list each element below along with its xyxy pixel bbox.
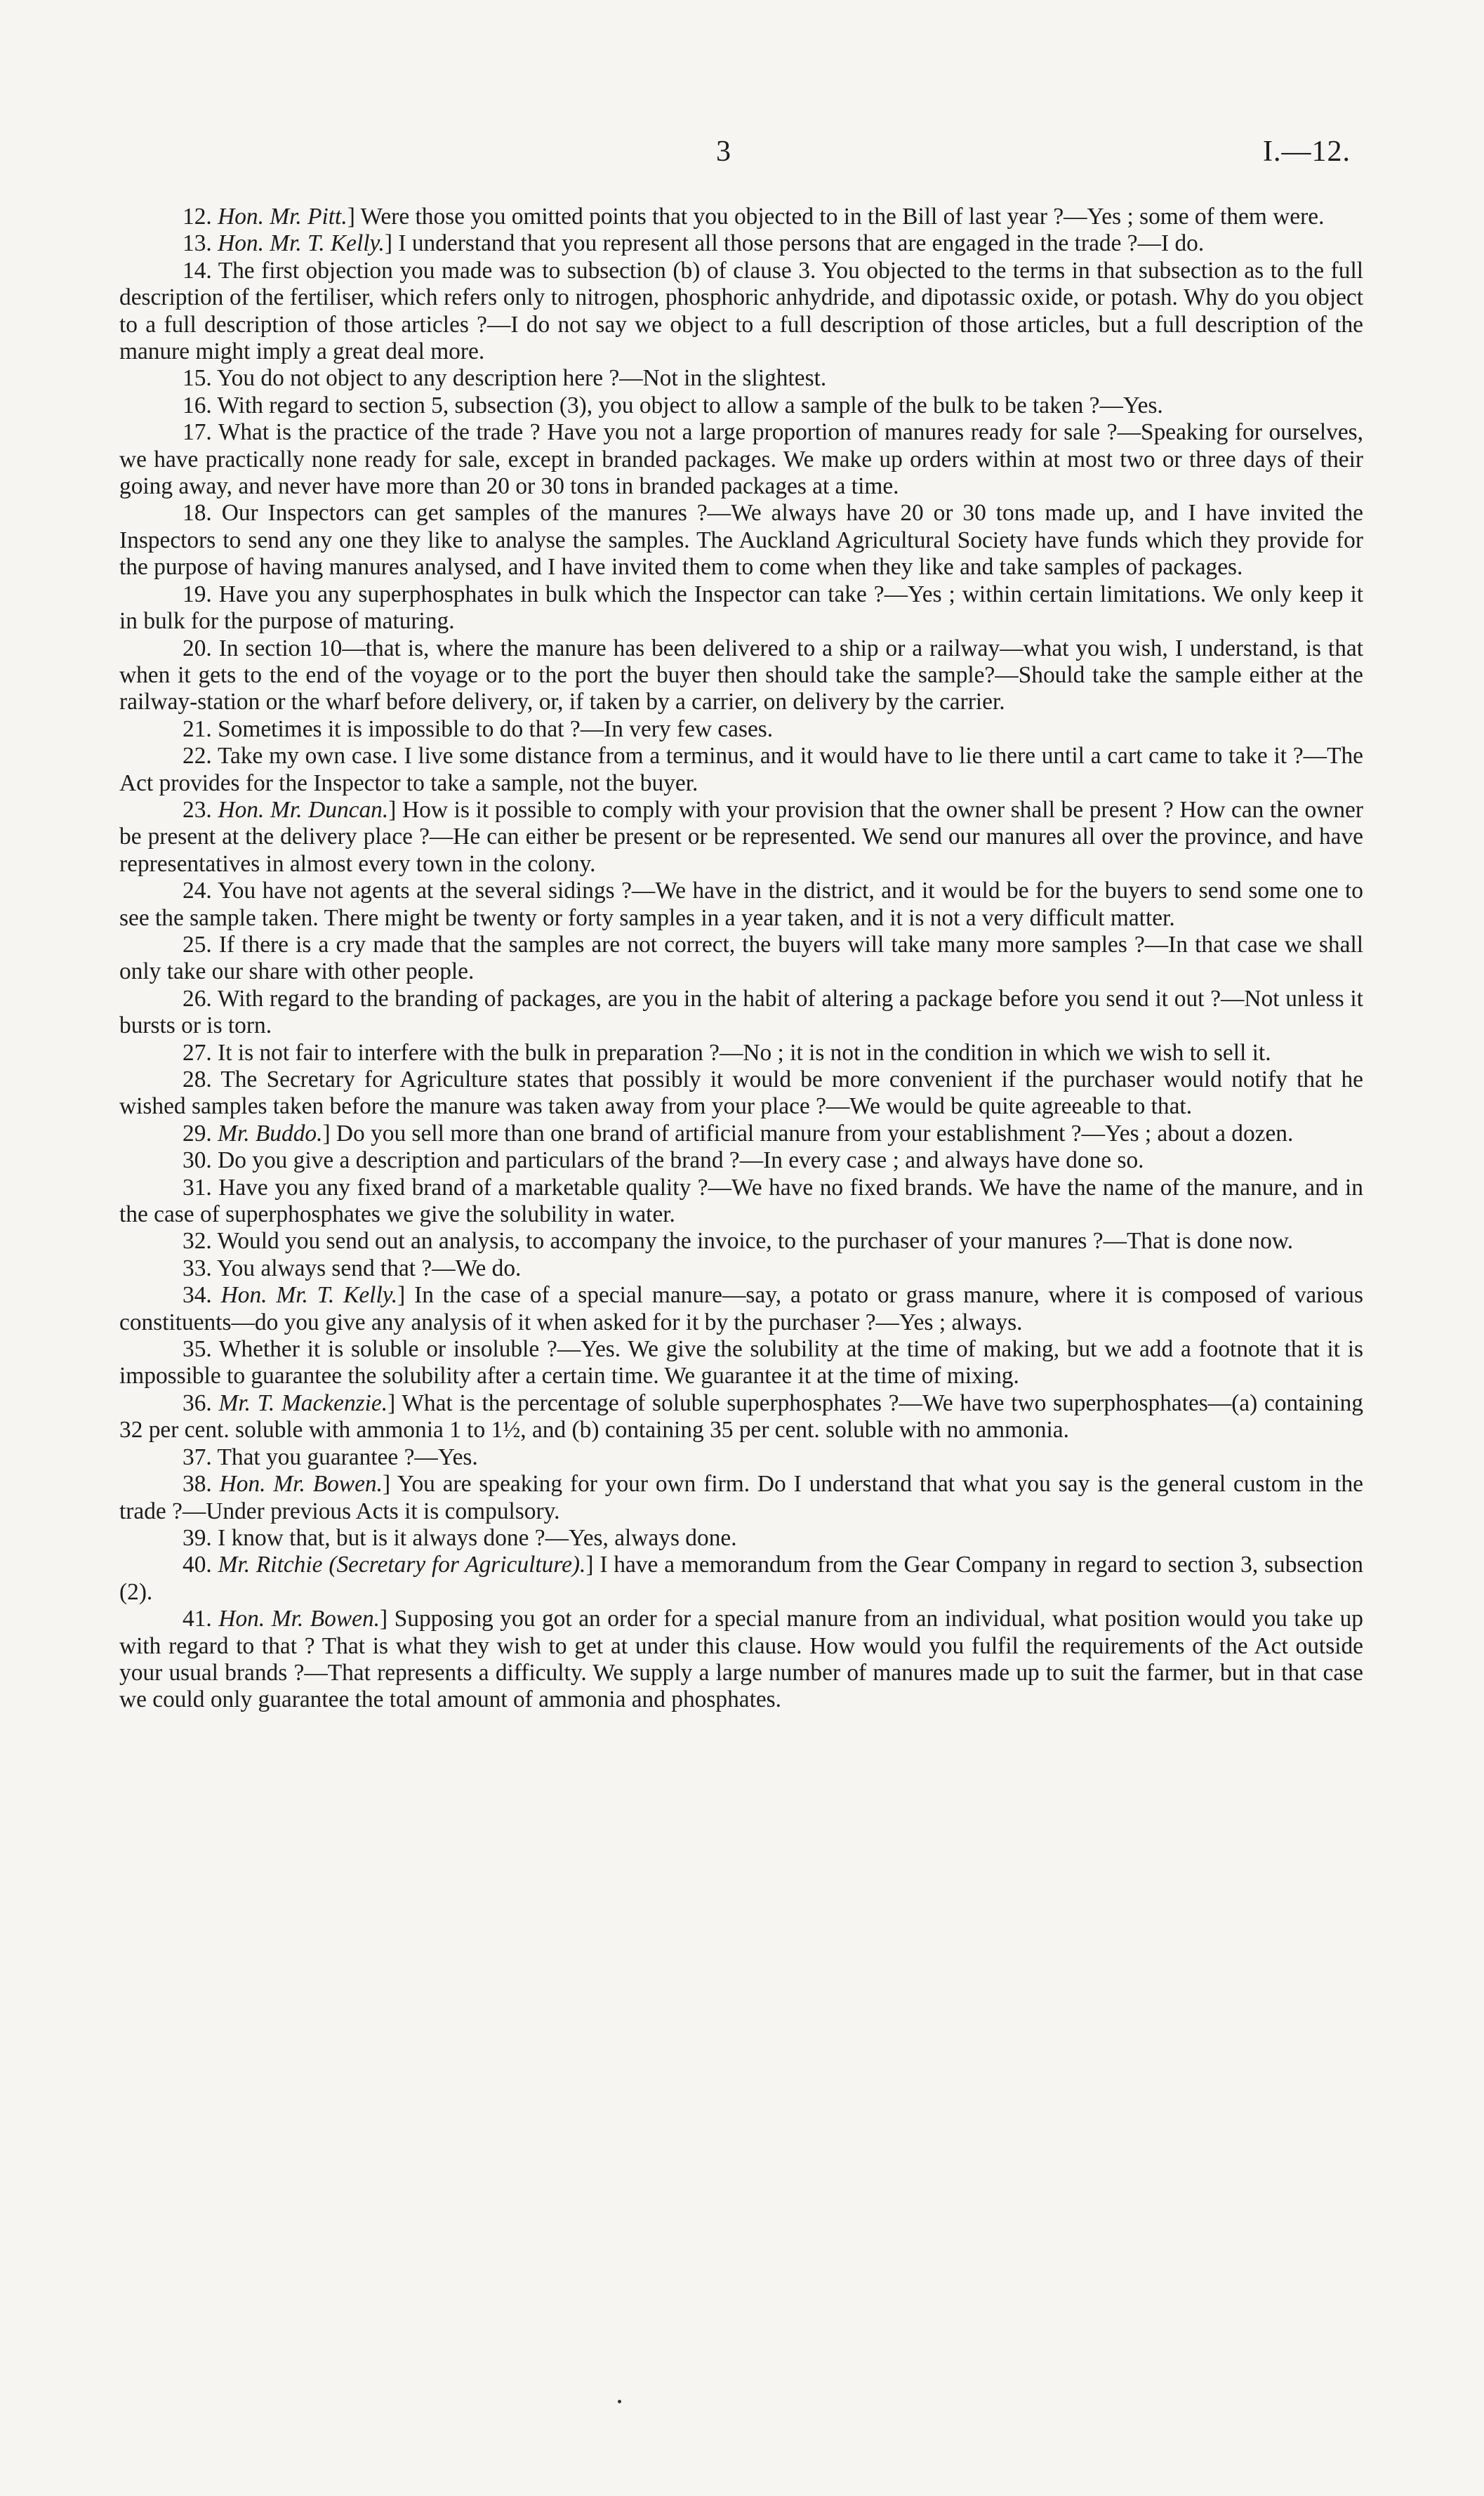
paragraph-31 bbox=[119, 1175, 1363, 1229]
paragraph-number: 35. bbox=[183, 1336, 212, 1363]
paragraph-12 bbox=[119, 204, 1363, 230]
paragraph-19 bbox=[119, 581, 1363, 635]
speaker-name: Hon. Mr. Bowen. bbox=[219, 1471, 383, 1498]
paragraph-41 bbox=[119, 1606, 1363, 1714]
paragraph-text: Do you sell more than one brand of artificial manure from your establishment ?—Yes ; about a dozen. bbox=[330, 1120, 1294, 1147]
paragraph-text: The first objection you made was to subsection (b) of clause 3. You objected to the terms in that subsection as to the full description of the fertiliser, which refers only to nitrogen, phosphoric anhydride, and dipotassic oxide, or potash. Why do you object to a full description of those articles ?—I do not say we object to a full description of those articles, but a full description of the manure might imply a great deal more. bbox=[119, 257, 1363, 365]
speaker-bracket: ] bbox=[382, 1471, 391, 1498]
paragraph-number: 33. bbox=[183, 1255, 212, 1281]
paragraph-text: Have you any superphosphates in bulk which the Inspector can take ?—Yes ; within certain limitations. We only keep it in bulk for the purpose of maturing. bbox=[119, 581, 1364, 635]
speaker-bracket: ] bbox=[388, 796, 397, 823]
paragraph-number: 17. bbox=[183, 419, 212, 446]
paragraph-20 bbox=[119, 635, 1363, 716]
paragraph-text: Would you send out an analysis, to accompany the invoice, to the purchaser of your manures ?—That is done now. bbox=[217, 1228, 1294, 1255]
paragraph-text: It is not fair to interfere with the bulk in preparation ?—No ; it is not in the condition in which we wish to sell it. bbox=[218, 1039, 1271, 1066]
paragraph-text: Whether it is soluble or insoluble ?—Yes. We give the solubility at the time of making, but we add a footnote that it is impossible to guarantee the solubility after a certain time. We guarantee it at the time of mixing. bbox=[119, 1336, 1363, 1389]
paragraph-24 bbox=[119, 878, 1363, 932]
speaker-name: Mr. T. Mackenzie. bbox=[218, 1389, 388, 1416]
paragraph-number: 36. bbox=[183, 1389, 212, 1416]
paragraph-text: If there is a cry made that the samples are not correct, the buyers will take many more samples ?—In that case we shall only take our share with other people. bbox=[119, 931, 1363, 985]
paragraph-number: 18. bbox=[183, 500, 212, 527]
paragraph-number: 37. bbox=[183, 1444, 212, 1470]
paragraph-text: Have you any fixed brand of a marketable quality ?—We have no fixed brands. We have the name of the manure, and in the case of superphosphates we give the solubility in water. bbox=[119, 1174, 1363, 1228]
speaker-name: Mr. Ritchie (Secretary for Agriculture). bbox=[218, 1552, 586, 1578]
speaker-bracket: ] bbox=[387, 1389, 396, 1416]
paragraph-32 bbox=[119, 1228, 1363, 1255]
paragraph-text: I know that, but is it always done ?—Yes, always done. bbox=[218, 1524, 737, 1551]
paragraph-number: 24. bbox=[183, 878, 212, 904]
paragraph-35 bbox=[119, 1336, 1363, 1390]
paragraph-22 bbox=[119, 743, 1363, 797]
paragraph-number: 15. bbox=[183, 365, 212, 392]
paragraph-37 bbox=[119, 1444, 1363, 1471]
paragraph-39 bbox=[119, 1525, 1363, 1552]
paragraph-text: What is the practice of the trade ? Have you not a large proportion of manures ready for sale ?—Speaking for ourselves, we have practically none ready for sale, except in branded packages. We make up orders within at most two or three days of their going away, and never have more than 20 or 30 tons in branded packages at a time. bbox=[119, 419, 1364, 500]
paragraph-text: The Secretary for Agriculture states that possibly it would be more convenient if the purchaser would notify that he wished samples taken before the manure was taken away from your place ?—We would be quite agreeable to that. bbox=[119, 1067, 1363, 1120]
paragraph-13 bbox=[119, 230, 1363, 257]
paragraph-number: 16. bbox=[183, 392, 212, 418]
paragraph-23 bbox=[119, 797, 1363, 878]
page-mark bbox=[618, 2400, 621, 2403]
paragraph-number: 26. bbox=[183, 985, 212, 1012]
speaker-name: Mr. Buddo. bbox=[218, 1120, 323, 1147]
paragraph-text: I have a memorandum from the Gear Company in regard to section 3, subsection (2). bbox=[119, 1552, 1363, 1605]
document-reference: I.—12. bbox=[1263, 136, 1351, 168]
paragraph-text: You do not object to any description here ?—Not in the slightest. bbox=[216, 365, 827, 392]
paragraph-text: Were those you omitted points that you objected to in the Bill of last year ?—Yes ; some of them were. bbox=[355, 204, 1325, 230]
paragraph-15 bbox=[119, 365, 1363, 392]
paragraph-36 bbox=[119, 1390, 1363, 1444]
paragraph-text: Supposing you got an order for a special manure from an individual, what position would you take up with regard to that ? That is what they wish to get at under this clause. How would you fulfil the requirements of the Act outside your usual brands ?—That represents a difficulty. We supply a large number of manures made up to suit the farmer, but in that case we could only guarantee the total amount of ammonia and phosphates. bbox=[119, 1606, 1363, 1713]
paragraph-text: With regard to section 5, subsection (3), you object to allow a sample of the bulk to be taken ?—Yes. bbox=[217, 392, 1163, 418]
paragraph-number: 28. bbox=[183, 1067, 212, 1092]
paragraph-number: 25. bbox=[183, 931, 212, 958]
paragraph-number: 30. bbox=[183, 1147, 212, 1174]
paragraph-17 bbox=[119, 419, 1363, 500]
paragraph-25 bbox=[119, 932, 1363, 986]
speaker-name: Hon. Mr. Duncan. bbox=[218, 796, 389, 823]
speaker-bracket: ] bbox=[322, 1120, 331, 1147]
paragraph-14 bbox=[119, 258, 1363, 366]
paragraph-text: Our Inspectors can get samples of the manures ?—We always have 20 or 30 tons made up, and I have invited the Inspectors to send any one they like to analyse the samples. The Auckland Agricultural Society have funds which they provide for the purpose of having manures analysed, and I have invited them to come when they like and take samples of packages. bbox=[119, 500, 1363, 581]
paragraph-40 bbox=[119, 1552, 1363, 1606]
paragraph-number: 27. bbox=[183, 1039, 212, 1066]
paragraph-text: Take my own case. I live some distance from a terminus, and it would have to lie there until a cart came to take it ?—The Act provides for the Inspector to take a sample, not the buyer. bbox=[119, 743, 1363, 796]
page-number: 3 bbox=[716, 136, 731, 168]
paragraph-text: That you guarantee ?—Yes. bbox=[217, 1444, 478, 1470]
paragraph-number: 12. bbox=[183, 204, 212, 230]
paragraph-text: With regard to the branding of packages, are you in the habit of altering a package before you send it out ?—Not unless it bursts or is torn. bbox=[119, 985, 1363, 1039]
paragraph-number: 20. bbox=[183, 635, 212, 661]
speaker-name: Hon. Mr. Bowen. bbox=[218, 1606, 380, 1632]
paragraph-text: Do you give a description and particulars of the brand ?—In every case ; and always have done so. bbox=[218, 1147, 1144, 1174]
paragraph-number: 40. bbox=[183, 1552, 212, 1578]
paragraph-text: You are speaking for your own firm. Do I understand that what you say is the general custom in the trade ?—Under previous Acts it is compulsory. bbox=[119, 1471, 1363, 1524]
paragraph-number: 23. bbox=[183, 796, 212, 823]
paragraph-29 bbox=[119, 1121, 1363, 1147]
speaker-bracket: ] bbox=[384, 230, 392, 257]
paragraph-text: I understand that you represent all those persons that are engaged in the trade ?—I do. bbox=[392, 230, 1205, 257]
paragraph-number: 39. bbox=[183, 1524, 212, 1551]
paragraph-21 bbox=[119, 716, 1363, 743]
speaker-bracket: ] bbox=[380, 1606, 388, 1632]
speaker-bracket: ] bbox=[397, 1282, 406, 1309]
paragraph-number: 13. bbox=[183, 230, 212, 257]
paragraph-text: In section 10—that is, where the manure has been delivered to a ship or a railway—what you wish, I understand, is that when it gets to the end of the voyage or to the port the buyer then should take the sample?—Should take the sample either at the railway-station or the wharf before delivery, or, if taken by a carrier, on delivery by the carrier. bbox=[119, 635, 1363, 715]
paragraph-38 bbox=[119, 1471, 1363, 1525]
paragraph-text: How is it possible to comply with your provision that the owner shall be present ? How can the owner be present at the delivery place ?—He can either be present or be represented. We send our manures all over the province, and have representatives in almost every town in the colony. bbox=[119, 796, 1363, 877]
paragraph-18 bbox=[119, 500, 1363, 581]
paragraph-number: 41. bbox=[183, 1606, 212, 1632]
document-body bbox=[119, 204, 1363, 1714]
paragraph-number: 19. bbox=[183, 581, 212, 607]
speaker-name: Hon. Mr. T. Kelly. bbox=[220, 1282, 398, 1309]
paragraph-number: 29. bbox=[183, 1120, 212, 1147]
paragraph-number: 14. bbox=[183, 257, 212, 284]
speaker-name: Hon. Mr. T. Kelly. bbox=[218, 230, 385, 257]
paragraph-27 bbox=[119, 1040, 1363, 1067]
paragraph-number: 38. bbox=[183, 1471, 212, 1498]
paragraph-34 bbox=[119, 1282, 1363, 1336]
paragraph-33 bbox=[119, 1255, 1363, 1282]
paragraph-28 bbox=[119, 1067, 1363, 1121]
paragraph-text: You always send that ?—We do. bbox=[216, 1255, 522, 1281]
paragraph-16 bbox=[119, 392, 1363, 419]
paragraph-number: 21. bbox=[183, 715, 212, 742]
paragraph-text: What is the percentage of soluble superphosphates ?—We have two superphosphates—(a) containing 32 per cent. soluble with ammonia 1 to 1½, and (b) containing 35 per cent. soluble with no ammonia. bbox=[119, 1389, 1363, 1444]
paragraph-26 bbox=[119, 986, 1363, 1040]
speaker-name: Hon. Mr. Pitt. bbox=[218, 204, 347, 230]
paragraph-number: 34. bbox=[183, 1282, 212, 1309]
speaker-bracket: ] bbox=[585, 1552, 594, 1578]
paragraph-number: 22. bbox=[183, 743, 212, 770]
paragraph-30 bbox=[119, 1147, 1363, 1174]
paragraph-text: You have not agents at the several sidings ?—We have in the district, and it would be for the buyers to send some one to see the sample taken. There might be twenty or forty samples in a year taken, and it is not a very difficult matter. bbox=[119, 878, 1363, 931]
paragraph-text: In the case of a special manure—say, a potato or grass manure, where it is composed of various constituents—do you give any analysis of it when asked for it by the purchaser ?—Yes ; always. bbox=[119, 1282, 1363, 1335]
speaker-bracket: ] bbox=[347, 204, 355, 230]
paragraph-number: 31. bbox=[183, 1174, 212, 1201]
paragraph-text: Sometimes it is impossible to do that ?—In very few cases. bbox=[218, 715, 774, 742]
paragraph-number: 32. bbox=[183, 1228, 212, 1255]
